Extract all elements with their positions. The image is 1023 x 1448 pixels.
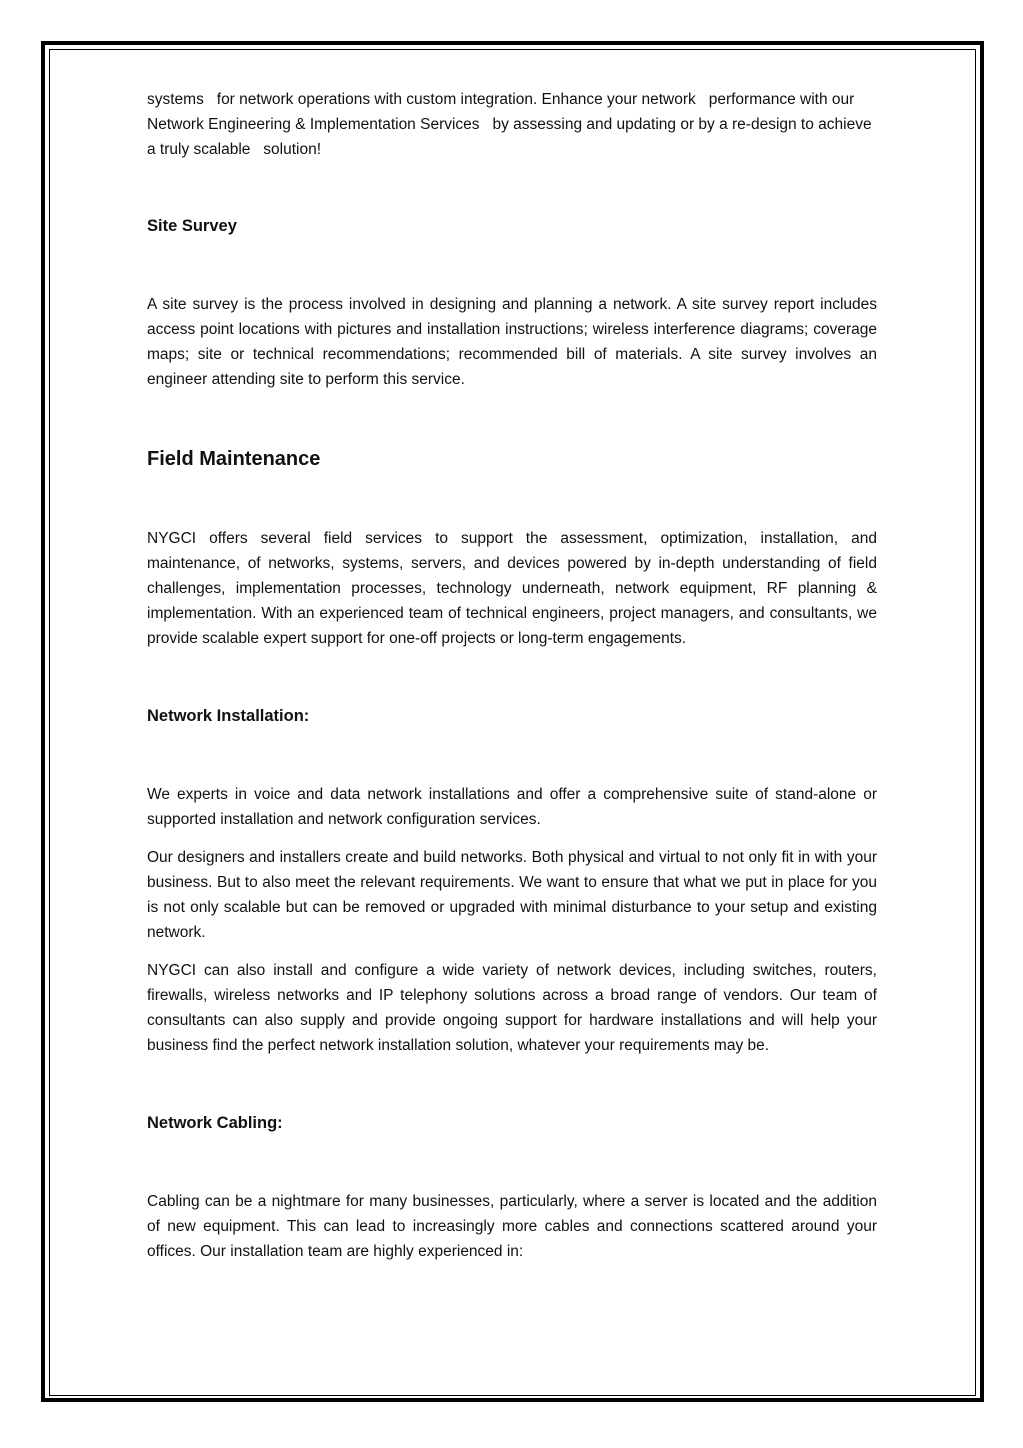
intro-paragraph: systems for network operations with custom integration. Enhance your network performance with our Network Engineering & Implementation Services by assessing and updating or by a re-design to achieve a truly scalable solution! [147, 91, 876, 158]
network-installation-heading: Network Installation: [147, 707, 310, 725]
field-maintenance-paragraph: NYGCI offers several field services to support the assessment, optimization, installation, and maintenance, of networks, systems, servers, and devices powered by in-depth understanding of field challenges, implementation processes, technology underneath, network equipment, RF planning & implementation. With an experienced team of technical engineers, project managers, and consultants, we provide scalable expert support for one-off projects or long-term engagements. [147, 530, 877, 647]
network-installation-paragraph: NYGCI can also install and configure a wide variety of network devices, including switches, routers, firewalls, wireless networks and IP telephony solutions across a broad range of vendors. Our team of consultants can also supply and provide ongoing support for hardware installations and will help your business find the perfect network installation solution, whatever your requirements may be. [147, 962, 877, 1054]
network-installation-paragraph: Our designers and installers create and build networks. Both physical and virtual to not only fit in with your business. But to also meet the relevant requirements. We want to ensure that what we put in place for you is not only scalable but can be removed or upgraded with minimal disturbance to your setup and existing network. [147, 849, 877, 941]
network-installation-paragraph: We experts in voice and data network installations and offer a comprehensive suite of stand-alone or supported installation and network configuration services. [147, 786, 877, 828]
document-content [147, 87, 877, 1264]
field-maintenance-heading: Field Maintenance [147, 448, 321, 470]
site-survey-heading: Site Survey [147, 217, 237, 235]
network-cabling-heading: Network Cabling: [147, 1114, 283, 1132]
network-cabling-paragraph: Cabling can be a nightmare for many businesses, particularly, where a server is located and the addition of new equipment. This can lead to increasingly more cables and connections scattered around your offices. Our installation team are highly experienced in: [147, 1193, 877, 1260]
site-survey-paragraph: A site survey is the process involved in designing and planning a network. A site survey report includes access point locations with pictures and installation instructions; wireless interference diagrams; coverage maps; site or technical recommendations; recommended bill of materials. A site survey involves an engineer attending site to perform this service. [147, 296, 877, 388]
